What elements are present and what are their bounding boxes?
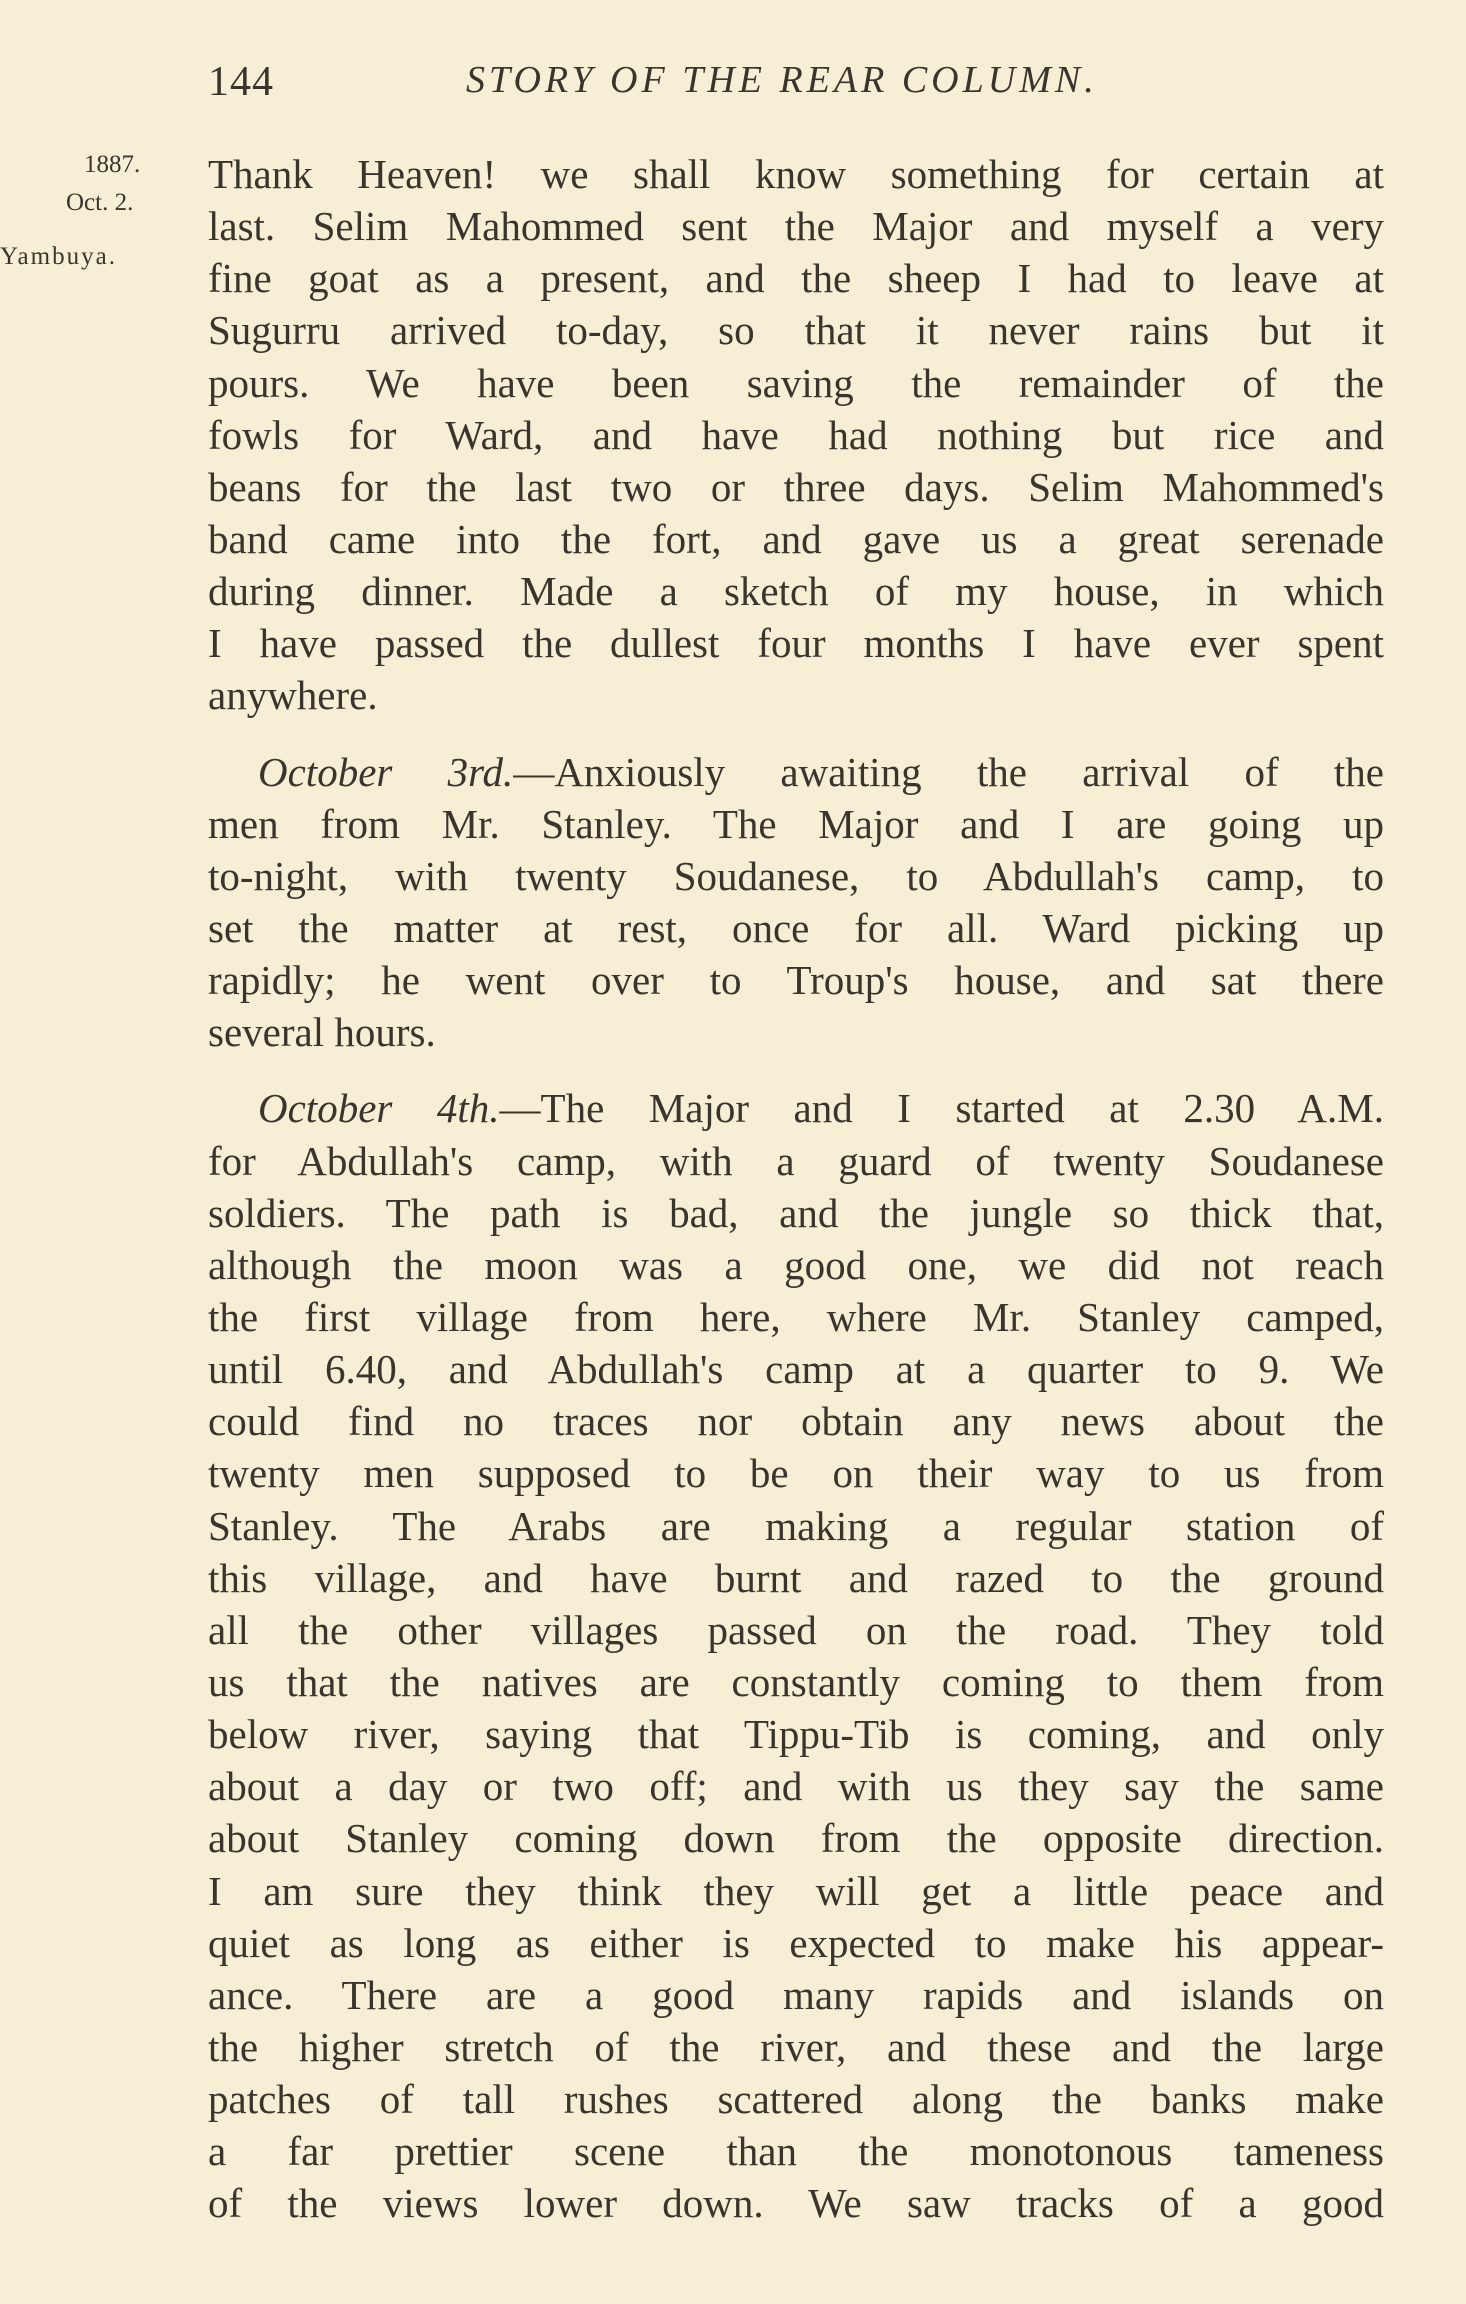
text-line: soldiers. The path is bad, and the jungle so thick that, (208, 1189, 1384, 1236)
text-line: of the views lower down. We saw tracks of a good (208, 2180, 1384, 2227)
text-line: I have passed the dullest four months I have ever spent (208, 620, 1384, 667)
margin-note-year: 1887. (84, 151, 141, 178)
text-line: set the matter at rest, once for all. Ward picking up (208, 904, 1384, 951)
text-line: Thank Heaven! we shall know something for certain at (208, 151, 1384, 197)
text-line: the first village from here, where Mr. Stanley camped, (208, 1293, 1384, 1340)
text-line: Sugurru arrived to-day, so that it never rains but it (208, 307, 1384, 354)
text-line: pours. We have been saving the remainder of the (208, 359, 1384, 406)
text-line: patches of tall rushes scattered along the banks make (208, 2076, 1384, 2123)
text-line (208, 746, 1384, 798)
page-number: 144 (208, 59, 274, 105)
page-header (208, 58, 1388, 118)
text-line: men from Mr. Stanley. The Major and I are going up (208, 800, 1384, 847)
text-line: beans for the last two or three days. Selim Mahommed's (208, 463, 1384, 510)
text-line: us that the natives are constantly coming to them from (208, 1658, 1384, 1705)
text-line: the higher stretch of the river, and these and the large (208, 2023, 1384, 2070)
text-line: below river, saying that Tippu-Tib is coming, and only (208, 1711, 1384, 1758)
text-line: although the moon was a good one, we did not reach (208, 1241, 1384, 1288)
text-line: fowls for Ward, and have had nothing but rice and (208, 411, 1384, 458)
date-heading: October 4th. (258, 1085, 500, 1132)
text-line: a far prettier scene than the monotonous tameness (208, 2128, 1384, 2175)
text-line: for Abdullah's camp, with a guard of twenty Soudanese (208, 1137, 1384, 1184)
text-line: about Stanley coming down from the opposite direction. (208, 1815, 1384, 1862)
text-fragment: —The Major and I started at 2.30 A.M. (499, 1085, 1384, 1132)
text-line: band came into the fort, and gave us a great serenade (208, 515, 1384, 562)
text-line: about a day or two off; and with us they say the same (208, 1763, 1384, 1810)
text-fragment: —Anxiously awaiting the arrival of the (513, 748, 1384, 795)
paragraph (208, 1082, 1384, 2229)
text-line: this village, and have burnt and razed to the ground (208, 1554, 1384, 1601)
margin-note-place: Yambuya. (0, 243, 117, 270)
text-line: quiet as long as either is expected to make his appear- (208, 1919, 1384, 1966)
text-line: I am sure they think they will get a little peace and (208, 1867, 1384, 1914)
body-text (208, 148, 1384, 2229)
text-line: fine goat as a present, and the sheep I had to leave at (208, 255, 1384, 302)
running-title: STORY OF THE REAR COLUMN. (466, 59, 1098, 101)
text-line: last. Selim Mahommed sent the Major and myself a very (208, 203, 1384, 250)
text-line: could find no traces nor obtain any news about the (208, 1398, 1384, 1445)
text-line: rapidly; he went over to Troup's house, and sat there (208, 957, 1384, 1004)
text-line: until 6.40, and Abdullah's camp at a quarter to 9. We (208, 1346, 1384, 1393)
text-line: to-night, with twenty Soudanese, to Abdullah's camp, to (208, 852, 1384, 899)
text-line: several hours. (208, 1009, 436, 1056)
paragraph (208, 746, 1384, 1059)
text-line: during dinner. Made a sketch of my house, in which (208, 568, 1384, 615)
paragraph (208, 148, 1384, 722)
margin-note-date: Oct. 2. (66, 189, 134, 216)
text-line: twenty men supposed to be on their way to us from (208, 1450, 1384, 1497)
text-line (208, 1082, 1384, 1134)
text-line: Stanley. The Arabs are making a regular station of (208, 1502, 1384, 1549)
margin-note (0, 148, 190, 278)
text-line: all the other villages passed on the road. They told (208, 1606, 1384, 1653)
text-line: ance. There are a good many rapids and islands on (208, 1971, 1384, 2018)
date-heading: October 3rd. (258, 748, 514, 795)
text-line: anywhere. (208, 672, 378, 719)
